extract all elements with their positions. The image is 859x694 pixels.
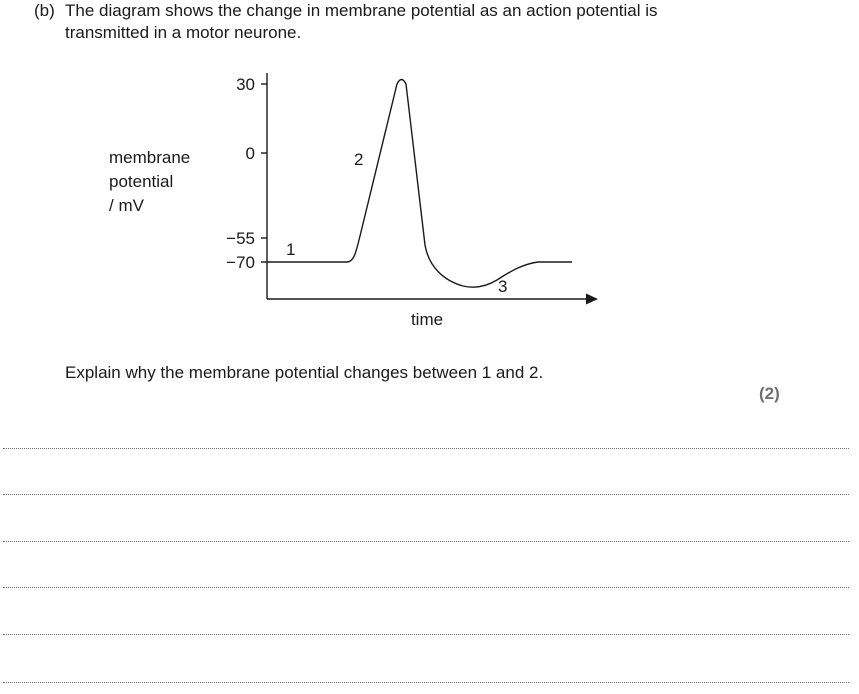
y-tick-label-0: 0 [245,144,255,163]
point-label-1: 1 [286,240,296,259]
question-text-line-2: transmitted in a motor neurone. [65,23,302,42]
marks-indicator: (2) [759,384,780,403]
point-label-2: 2 [354,150,364,169]
point-label-3: 3 [498,277,508,296]
question-label: (b) [34,1,55,20]
y-tick-label-minus55: −55 [226,229,255,248]
question-text-line-1: The diagram shows the change in membrane potential as an action potential is [65,1,658,20]
y-tick-label-30: 30 [236,75,255,94]
answer-line[interactable] [3,634,849,635]
answer-line[interactable] [3,682,849,683]
y-axis-label-line-2: potential [109,172,174,191]
answer-line[interactable] [3,541,849,542]
x-axis-arrowhead [586,294,598,305]
answer-line[interactable] [3,587,849,588]
y-axis-label-line-3: / mV [109,196,144,215]
y-axis-label-line-1: membrane [109,148,191,167]
answer-line[interactable] [3,448,849,449]
y-tick-label-minus70: −70 [226,253,255,272]
x-axis-label: time [410,310,444,329]
answer-line[interactable] [3,494,849,495]
action-potential-curve [267,80,572,288]
explain-prompt: Explain why the membrane potential changes between 1 and 2. [65,363,544,382]
